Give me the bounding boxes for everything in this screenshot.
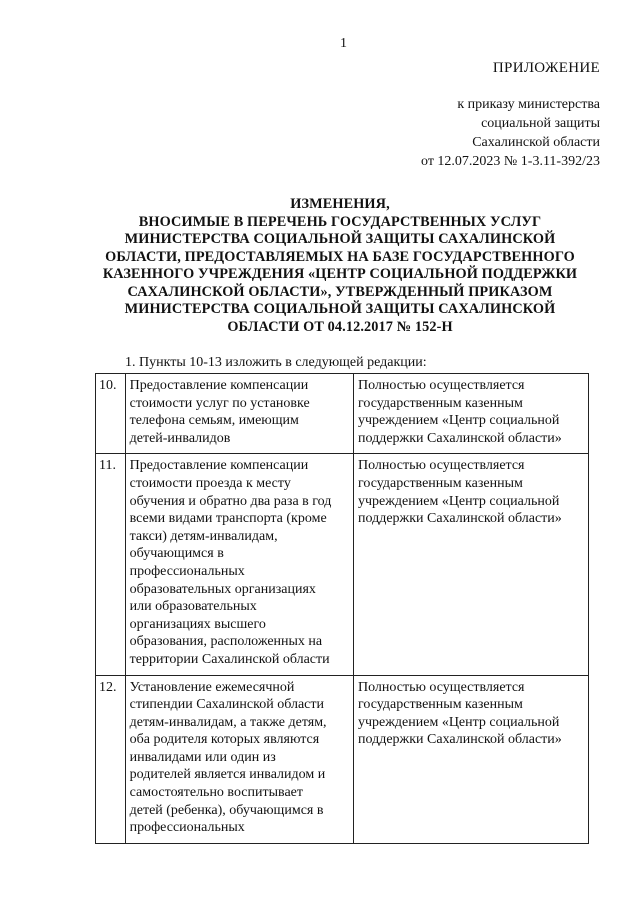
order-reference-line: к приказу министерства xyxy=(457,97,600,112)
service-text-line: такси) детям-инвалидам, xyxy=(129,528,278,544)
service-text-line: детей (ребенка), обучающимся в xyxy=(129,802,324,818)
order-reference-line: от 12.07.2023 № 1-3.11-392/23 xyxy=(421,154,600,169)
service-text-line: телефона семьям, имеющим xyxy=(129,413,299,429)
heading-line: КАЗЕННОГО УЧРЕЖДЕНИЯ «ЦЕНТР СОЦИАЛЬНОЙ ПОДДЕРЖКИ xyxy=(102,266,578,282)
service-text-line: профессиональных xyxy=(129,563,245,579)
order-reference-line: социальной защиты xyxy=(481,116,600,131)
service-text-line: Предоставление компенсации xyxy=(129,378,309,393)
service-text-line: обучения и обратно два раза в год xyxy=(129,493,332,509)
service-text-line: стипендии Сахалинской области xyxy=(129,697,325,713)
table-row xyxy=(96,454,589,675)
service-text-line: родителей является инвалидом и xyxy=(129,767,326,783)
responsible-text-line: государственным казенным xyxy=(358,475,523,491)
heading-line: МИНИСТЕРСТВА СОЦИАЛЬНОЙ ЗАЩИТЫ САХАЛИНСКОЙ xyxy=(124,301,556,317)
heading-line: ВНОСИМЫЕ В ПЕРЕЧЕНЬ ГОСУДАРСТВЕННЫХ УСЛУГ xyxy=(138,213,542,230)
row-number: 10. xyxy=(96,374,126,454)
service-text-line: инвалидами или один из xyxy=(129,749,276,765)
responsible-text-line: учреждением «Центр социальной xyxy=(358,493,560,509)
heading-line: ИЗМЕНЕНИЯ, xyxy=(290,196,390,212)
service-text-line: обучающимся в xyxy=(129,546,224,562)
heading-line: ОБЛАСТИ, ПРЕДОСТАВЛЯЕМЫХ НА БАЗЕ ГОСУДАРСТВЕННОГО xyxy=(105,248,575,265)
service-text-line: стоимости услуг по установке xyxy=(129,395,310,411)
table-row xyxy=(96,374,589,454)
service-text-line: или образовательных xyxy=(129,599,257,615)
service-text-line: территории Сахалинской области xyxy=(129,651,330,667)
service-text-line: детям-инвалидам, а также детям, xyxy=(129,714,327,730)
heading-line: МИНИСТЕРСТВА СОЦИАЛЬНОЙ ЗАЩИТЫ САХАЛИНСКОЙ xyxy=(124,231,556,247)
responsible-text-line: поддержки Сахалинской области» xyxy=(358,430,562,446)
responsible-text-line: Полностью осуществляется xyxy=(358,679,525,695)
heading-line: САХАЛИНСКОЙ ОБЛАСТИ», УТВЕРЖДЕННЫЙ ПРИКАЗОМ xyxy=(127,283,553,300)
intro-paragraph: 1. Пункты 10-13 изложить в следующей редакции: xyxy=(125,355,427,370)
document-heading xyxy=(90,196,590,336)
row-number: 11. xyxy=(96,454,126,675)
service-cell xyxy=(125,675,353,843)
service-cell xyxy=(125,454,353,675)
responsible-text-line: учреждением «Центр социальной xyxy=(358,413,560,429)
order-reference-line: Сахалинской области xyxy=(472,135,600,150)
responsible-text-line: государственным казенным xyxy=(358,395,523,411)
service-text-line: детей-инвалидов xyxy=(129,430,231,446)
responsible-text-line: Полностью осуществляется xyxy=(358,378,525,393)
responsible-text-line: Полностью осуществляется xyxy=(358,458,525,474)
responsible-cell xyxy=(354,374,589,454)
services-table xyxy=(95,373,589,844)
responsible-text-line: учреждением «Центр социальной xyxy=(358,714,560,730)
service-text-line: самостоятельно воспитывает xyxy=(129,785,303,801)
service-text-line: Установление ежемесячной xyxy=(129,679,295,695)
service-text-line: образовательных организациях xyxy=(129,581,316,597)
service-text-line: профессиональных xyxy=(129,820,245,836)
service-text-line: Предоставление компенсации xyxy=(129,458,309,474)
page-number: 1 xyxy=(340,36,347,51)
heading-line: ОБЛАСТИ ОТ 04.12.2017 № 152-Н xyxy=(227,318,453,335)
responsible-text-line: государственным казенным xyxy=(358,697,523,713)
table-row xyxy=(96,675,589,843)
responsible-text-line: поддержки Сахалинской области» xyxy=(358,732,562,748)
service-text-line: стоимости проезда к месту xyxy=(129,475,291,491)
appendix-title: ПРИЛОЖЕНИЕ xyxy=(492,60,600,76)
service-text-line: образования, расположенных на xyxy=(129,634,323,650)
row-number: 12. xyxy=(96,675,126,843)
service-text-line: организациях высшего xyxy=(129,616,266,632)
service-text-line: оба родителя которых являются xyxy=(129,732,320,748)
responsible-cell xyxy=(354,675,589,843)
responsible-cell xyxy=(354,454,589,675)
service-text-line: всеми видами транспорта (кроме xyxy=(129,511,327,527)
service-cell xyxy=(125,374,353,454)
order-reference xyxy=(421,95,600,171)
responsible-text-line: поддержки Сахалинской области» xyxy=(358,511,562,527)
